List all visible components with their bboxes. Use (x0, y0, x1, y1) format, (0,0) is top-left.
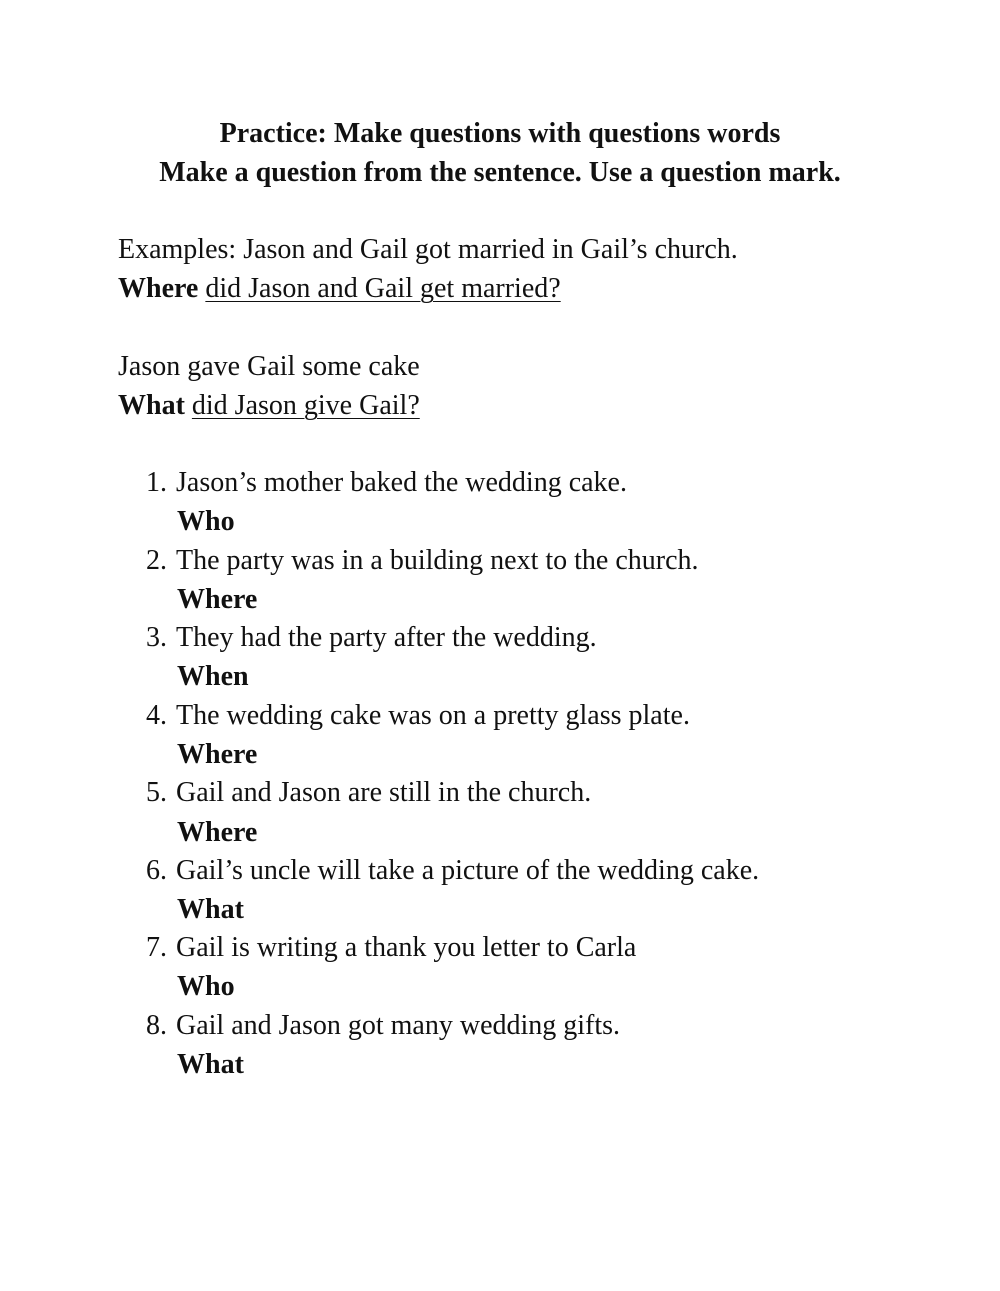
item-8-question-word: What (177, 1049, 244, 1080)
example-2-sentence: Jason gave Gail some cake (118, 351, 420, 382)
item-4-sentence: The wedding cake was on a pretty glass plate. (176, 700, 690, 731)
item-6-sentence: Gail’s uncle will take a picture of the wedding cake. (176, 855, 760, 886)
item-1-number: 1. (146, 467, 167, 498)
item-2-question-word: Where (177, 584, 258, 615)
item-1-question-word: Who (177, 506, 235, 537)
example-1-sentence-text: Jason and Gail got married in Gail’s church. (243, 234, 738, 265)
item-3-question-word: When (177, 661, 249, 692)
item-7-number: 7. (146, 932, 167, 963)
item-7-sentence: Gail is writing a thank you letter to Carla (176, 932, 637, 963)
example-2-answer: did Jason give Gail? (191, 390, 420, 421)
examples-label: Examples: (118, 234, 244, 265)
example-1-answer: did Jason and Gail get married? (205, 273, 561, 304)
item-1-sentence: Jason’s mother baked the wedding cake. (176, 467, 627, 498)
item-3-sentence: They had the party after the wedding. (176, 622, 597, 653)
item-4-number: 4. (146, 700, 167, 731)
item-4-question-word: Where (177, 739, 258, 770)
example-2-question (118, 390, 420, 422)
example-2-question-word: What (118, 390, 185, 421)
item-6-question-word: What (177, 894, 244, 925)
item-5-sentence: Gail and Jason are still in the church. (176, 777, 592, 808)
item-2-sentence: The party was in a building next to the church. (176, 545, 699, 576)
worksheet-title: Practice: Make questions with questions words (219, 118, 781, 149)
item-8-sentence: Gail and Jason got many wedding gifts. (176, 1010, 621, 1041)
example-1-sentence (118, 234, 738, 266)
item-3-number: 3. (146, 622, 167, 653)
item-2-number: 2. (146, 545, 167, 576)
item-5-number: 5. (146, 777, 167, 808)
item-5-question-word: Where (177, 817, 258, 848)
item-8-number: 8. (146, 1010, 167, 1041)
example-1-question (118, 273, 561, 305)
item-6-number: 6. (146, 855, 167, 886)
example-1-question-word: Where (118, 273, 199, 304)
worksheet-instructions: Make a question from the sentence. Use a question mark. (159, 157, 841, 188)
item-7-question-word: Who (177, 971, 235, 1002)
